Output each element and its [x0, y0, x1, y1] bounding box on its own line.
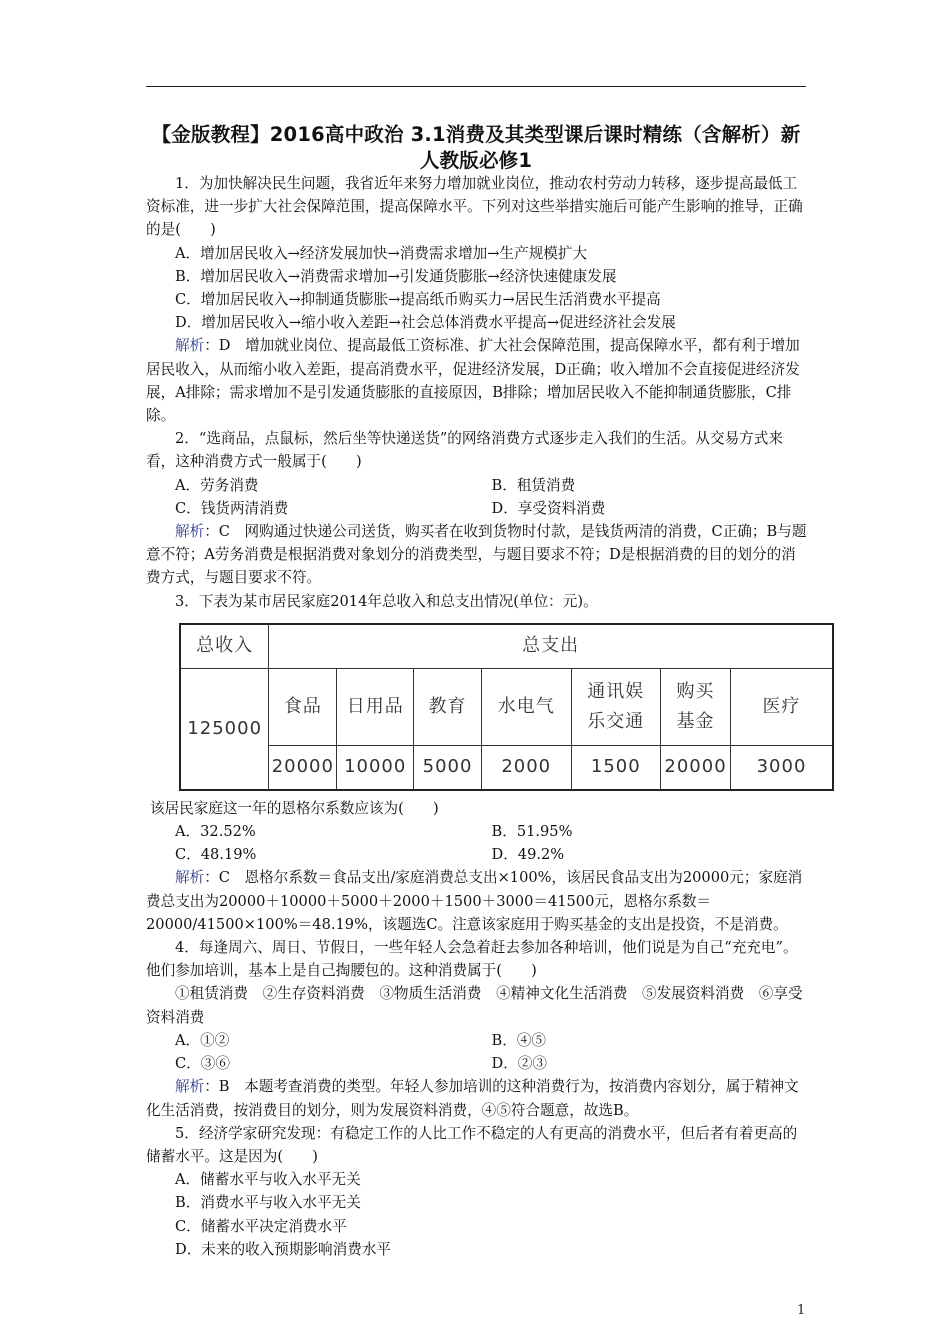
q3-option-d: D．49.2% — [491, 846, 565, 864]
income-expense-table-wrap — [179, 623, 834, 791]
q5-option-b: B．消费水平与收入水平无关 — [175, 1194, 361, 1212]
q3-analysis — [146, 866, 808, 936]
income-expense-table — [179, 623, 834, 791]
income-value: 125000 — [180, 668, 269, 789]
category-cell: 水电气 — [481, 668, 571, 745]
q3-stem: 3．下表为某市居民家庭2014年总收入和总支出情况(单位：元)。 — [175, 592, 598, 610]
value-cell: 1500 — [571, 745, 661, 790]
q1-option-b: B．增加居民收入→消费需求增加→引发通货膨胀→经济快速健康发展 — [175, 267, 617, 285]
q2-option-b: B．租赁消费 — [491, 476, 576, 494]
category-cell: 教育 — [414, 668, 482, 745]
q3-option-c: C．48.19% — [175, 846, 257, 864]
q5-option-d: D．未来的收入预期影响消费水平 — [175, 1240, 392, 1258]
category-cell: 购买 基金 — [661, 668, 731, 745]
analysis-label: 解析 — [175, 869, 205, 887]
q3-option-b: B．51.95% — [491, 823, 573, 841]
category-cell: 食品 — [269, 668, 337, 745]
q4-option-c: C．③⑥ — [175, 1055, 230, 1073]
q4-option-a: A．①② — [175, 1031, 230, 1049]
q3-analysis-text: ：C 恩格尔系数＝食品支出/家庭消费总支出×100%，该居民食品支出为20000元；家庭消费总支出为20000＋10000＋5000＋2000＋1500＋3000＝41500元，恩格尔系数＝20000/41500×100%＝48.19%，该题选C。注意该家庭用于购买基金的支出是投资，不是消费。 — [146, 869, 803, 933]
category-cell: 通讯娱 乐交通 — [571, 668, 661, 745]
q2-options-row-1 — [146, 474, 808, 497]
value-cell: 10000 — [337, 745, 414, 790]
q5-option-c: C．储蓄水平决定消费水平 — [175, 1217, 347, 1235]
q1-option-c: C．增加居民收入→抑制通货膨胀→提高纸币购买力→居民生活消费水平提高 — [175, 291, 661, 309]
q5-stem: 5．经济学家研究发现：有稳定工作的人比工作不稳定的人有更高的消费水平，但后者有着更高的储蓄水平。这是因为( ) — [146, 1124, 798, 1165]
document-body — [146, 172, 808, 1261]
q2-analysis — [146, 520, 808, 590]
category-cell: 医疗 — [731, 668, 834, 745]
q1-option-a: A．增加居民收入→经济发展加快→消费需求增加→生产规模扩大 — [175, 244, 588, 262]
q3-question: 该居民家庭这一年的恩格尔系数应该为( ) — [150, 799, 439, 817]
q4-options-row-1 — [146, 1029, 808, 1052]
q4-items: ①租赁消费 ②生存资料消费 ③物质生活消费 ④精神文化生活消费 ⑤发展资料消费 ⑥享受资料消费 — [146, 985, 803, 1026]
q5-option-a: A．储蓄水平与收入水平无关 — [175, 1171, 361, 1189]
value-cell: 3000 — [731, 745, 834, 790]
q4-option-b: B．④⑤ — [491, 1031, 547, 1049]
q2-analysis-text: ：C 网购通过快递公司送货，购买者在收到货物时付款，是钱货两清的消费，C正确；B与题意不符；A劳务消费是根据消费对象划分的消费类型，与题目要求不符；D是根据消费的目的划分的消费方式，与题目要求不符。 — [146, 523, 807, 587]
q1-option-d: D．增加居民收入→缩小收入差距→社会总体消费水平提高→促进经济社会发展 — [175, 314, 676, 332]
q4-option-d: D．②③ — [491, 1055, 547, 1073]
analysis-label: 解析 — [175, 337, 205, 355]
header-rule — [146, 86, 806, 87]
value-cell: 20000 — [661, 745, 731, 790]
q2-options-row-2 — [146, 497, 808, 520]
income-header: 总收入 — [180, 624, 269, 669]
document-title: 【金版教程】2016高中政治 3.1消费及其类型课后课时精练（含解析）新人教版必修1 — [151, 123, 801, 172]
q3-option-a: A．32.52% — [175, 823, 256, 841]
q4-stem: 4．每逢周六、周日、节假日，一些年轻人会急着赶去参加各种培训，他们说是为自己“充充电”。他们参加培训，基本上是自己掏腰包的。这种消费属于( ) — [146, 939, 798, 980]
value-cell: 20000 — [269, 745, 337, 790]
q2-option-c: C．钱货两清消费 — [175, 499, 289, 517]
q2-option-d: D．享受资料消费 — [491, 499, 606, 517]
q1-analysis — [146, 334, 808, 427]
q4-analysis — [146, 1075, 808, 1121]
analysis-label: 解析 — [175, 523, 205, 541]
analysis-label: 解析 — [175, 1078, 205, 1096]
q2-option-a: A．劳务消费 — [175, 476, 259, 494]
value-cell: 5000 — [414, 745, 482, 790]
value-cell: 2000 — [481, 745, 571, 790]
q3-options-row-1 — [146, 820, 808, 843]
q2-stem: 2．“选商品，点鼠标，然后坐等快递送货”的网络消费方式逐步走入我们的生活。从交易方式来看，这种消费方式一般属于( ) — [146, 430, 783, 471]
page-number: 1 — [797, 1303, 806, 1318]
expense-header: 总支出 — [269, 624, 833, 669]
q4-analysis-text: ：B 本题考查消费的类型。年轻人参加培训的这种消费行为，按消费内容划分，属于精神文化生活消费，按消费目的划分，则为发展资料消费，④⑤符合题意，故选B。 — [146, 1078, 799, 1119]
q1-analysis-text: ：D 增加就业岗位、提高最低工资标准、扩大社会保障范围，提高保障水平，都有利于增加居民收入，从而缩小收入差距，提高消费水平，促进经济发展，D正确；收入增加不会直接促进经济发展，A排除；需求增加不是引发通货膨胀的直接原因，B排除；增加居民收入不能抑制通货膨胀，C排除。 — [146, 337, 800, 425]
q1-stem: 1．为加快解决民生问题，我省近年来努力增加就业岗位，推动农村劳动力转移，逐步提高最低工资标准，进一步扩大社会保障范围，提高保障水平。下列对这些举措实施后可能产生影响的推导，正确的是( ) — [146, 175, 803, 239]
q4-options-row-2 — [146, 1052, 808, 1075]
category-cell: 日用品 — [337, 668, 414, 745]
q3-options-row-2 — [146, 843, 808, 866]
